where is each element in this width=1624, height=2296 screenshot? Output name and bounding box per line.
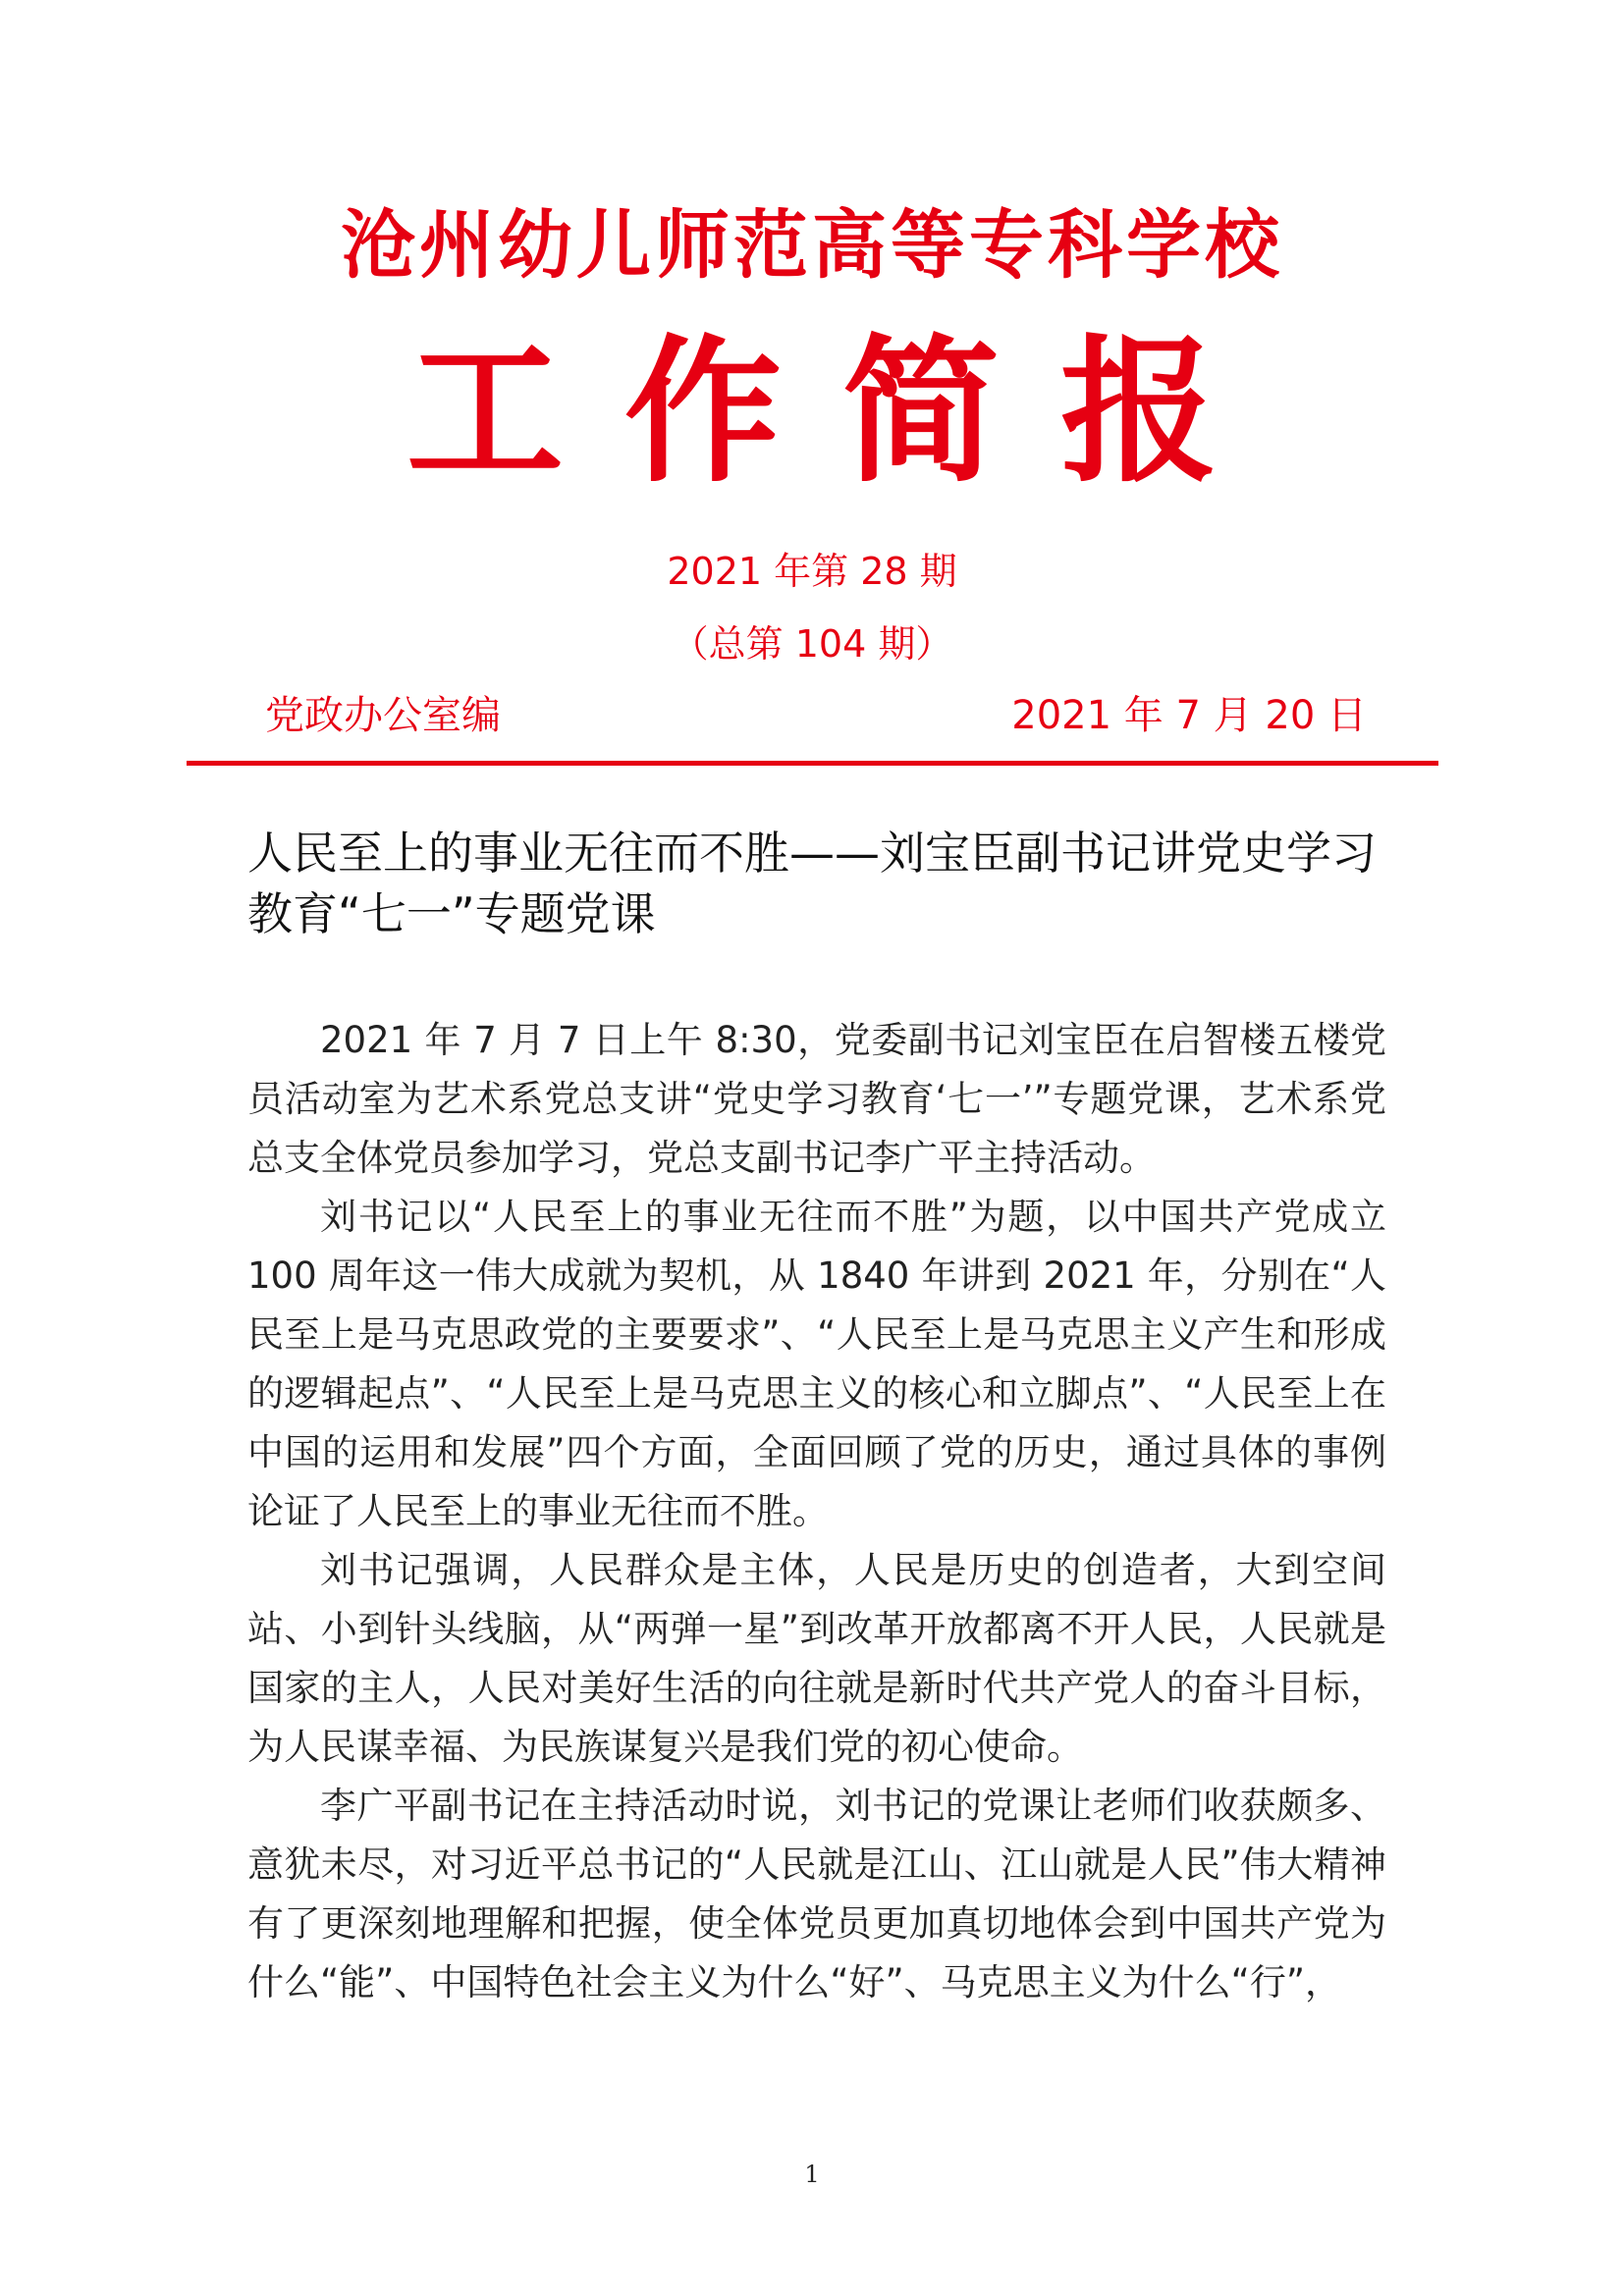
school-name: 沧州幼儿师范高等专科学校 (341, 201, 1283, 289)
article-paragraph: 2021 年 7 月 7 日上午 8:30，党委副书记刘宝臣在启智楼五楼党员活动室为艺术系党总支讲“党史学习教育‘七一’”专题党课，艺术系党总支全体党员参加学习，党总支副书记李广平主持活动。 (247, 1019, 1386, 1179)
article-paragraph: 刘书记强调，人民群众是主体，人民是历史的创造者，大到空间站、小到针头线脑，从“两弹一星”到改革开放都离不开人民，人民就是国家的主人，人民对美好生活的向往就是新时代共产党人的奋斗目标，为人民谋幸福、为民族谋复兴是我们党的初心使命。 (247, 1549, 1386, 1768)
bulletin-title: 工作简报 (406, 320, 1278, 504)
article-body (247, 1011, 1386, 2012)
article-title: 人民至上的事业无往而不胜——刘宝臣副书记讲党史学习教育“七一”专题党课 (247, 827, 1377, 940)
article-paragraph: 刘书记以“人民至上的事业无往而不胜”为题，以中国共产党成立 100 周年这一伟大成就为契机，从 1840 年讲到 2021 年，分别在“人民至上是马克思政党的主要要求”、“人民至上是马克思主义产生和形成的逻辑起点”、“人民至上是马克思主义的核心和立脚点”、“人民至上在中国的运用和发展”四个方面，全面回顾了党的历史，通过具体的事例论证了人民至上的事业无往而不胜。 (247, 1196, 1386, 1532)
article-paragraph: 李广平副书记在主持活动时说，刘书记的党课让老师们收获颇多、意犹未尽，对习近平总书记的“人民就是江山、江山就是人民”伟大精神有了更深刻地理解和把握，使全体党员更加真切地体会到中国共产党为什么“能”、中国特色社会主义为什么“好”、马克思主义为什么“行”， (247, 1785, 1386, 2003)
editor-office: 党政办公室编 (265, 693, 501, 738)
publish-date: 2021 年 7 月 20 日 (1011, 693, 1367, 738)
issue-total: （总第 104 期） (671, 622, 953, 666)
issue-number: 2021 年第 28 期 (667, 550, 957, 593)
header-divider (187, 761, 1438, 766)
page-number: 1 (804, 2161, 820, 2188)
